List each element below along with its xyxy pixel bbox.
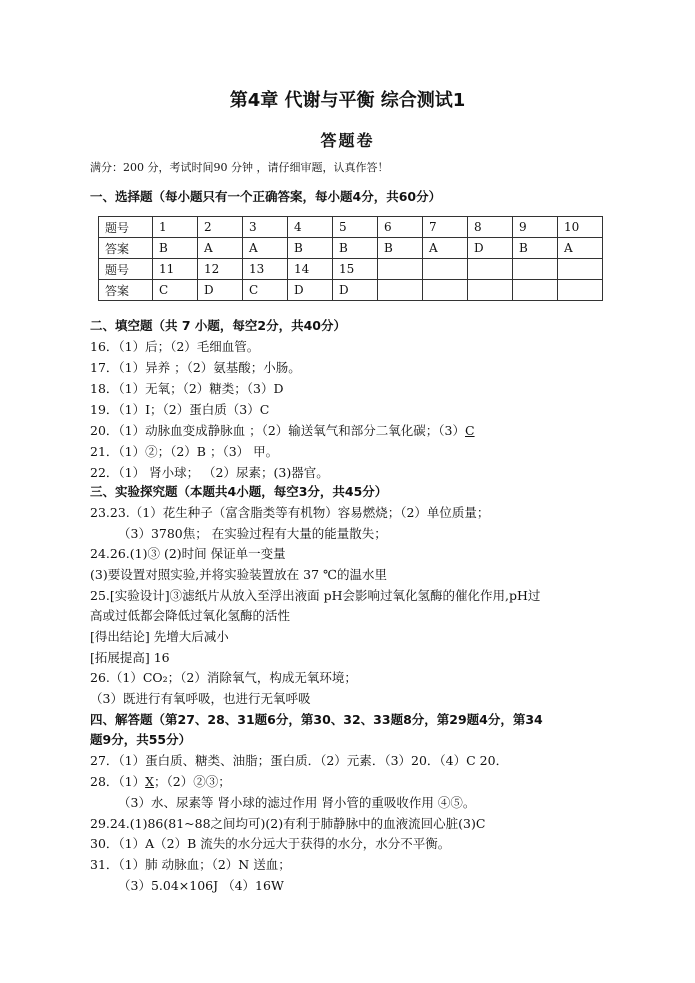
- table-cell: [423, 280, 468, 301]
- table-cell: 11: [153, 259, 198, 280]
- row-label: 题号: [99, 259, 153, 280]
- table-cell: D: [198, 280, 243, 301]
- table-cell: [513, 280, 558, 301]
- table-cell: 5: [333, 217, 378, 238]
- answer-line-31b: （3）5.04×106J （4）16W: [118, 878, 284, 893]
- table-cell: A: [558, 238, 603, 259]
- table-cell: [378, 259, 423, 280]
- page-title: 第4章 代谢与平衡 综合测试1: [229, 90, 466, 111]
- answer-line-16: 16．（1）后；（2）毛细血管。: [90, 339, 260, 354]
- answer-line-26a: 26.（1）CO₂；（2）消除氧气，构成无氧环境；: [90, 670, 357, 685]
- answer-20-text: 20．（1）动脉血变成静脉血 ；（2）输送氧气和部分二氧化碳；（3）: [90, 423, 465, 438]
- answer-line-19: 19．（1）Ⅰ；（2）蛋白质（3）C: [90, 402, 270, 417]
- table-cell: 12: [198, 259, 243, 280]
- section-choice-heading: 一、选择题（每小题只有一个正确答案，每小题4分，共60分）: [90, 189, 442, 204]
- table-cell: 14: [288, 259, 333, 280]
- row-label: 答案: [99, 238, 153, 259]
- answer-line-24a: 24.26.(1)③ (2)时间 保证单一变量: [90, 546, 286, 561]
- answer-line-22: 22．（1） 肾小球； （2）尿素；(3)器官。: [90, 465, 329, 480]
- answer-line-25c: [得出结论] 先增大后减小: [90, 629, 229, 644]
- table-cell: D: [333, 280, 378, 301]
- table-cell: 2: [198, 217, 243, 238]
- section-solve-heading-a: 四、解答题（第27、28、31题6分，第30、32、33题8分，第29题4分，第34: [90, 712, 543, 727]
- answer-line-23a: 23.23.（1）花生种子（富含脂类等有机物）容易燃烧；（2）单位质量；: [90, 505, 490, 520]
- answer-line-24b: (3)要设置对照实验,并将实验装置放在 37 ℃的温水里: [90, 567, 388, 582]
- table-cell: B: [333, 238, 378, 259]
- answer-line-29: 29.24.(1)86(81~88之间均可)(2)有利于肺静脉中的血液流回心脏(3)C: [90, 816, 486, 831]
- table-cell: D: [468, 238, 513, 259]
- table-cell: B: [153, 238, 198, 259]
- answer-line-23b: （3）3780焦； 在实验过程有大量的能量散失；: [118, 526, 387, 541]
- table-cell: 13: [243, 259, 288, 280]
- table-cell: A: [423, 238, 468, 259]
- answer-line-27: 27．（1）蛋白质、糖类、油脂；蛋白质．（2）元素．（3）20．（4）C 20．: [90, 753, 509, 768]
- table-cell: B: [513, 238, 558, 259]
- table-row: [99, 280, 603, 301]
- table-cell: [378, 280, 423, 301]
- table-cell: B: [288, 238, 333, 259]
- table-cell: [558, 280, 603, 301]
- table-cell: 9: [513, 217, 558, 238]
- answer-28-prefix: 28．（1）: [90, 774, 146, 789]
- answer-line-25b: 高或过低都会降低过氧化氢酶的活性: [90, 608, 291, 623]
- answer-line-18: 18．（1）无氧；（2）糖类；（3）D: [90, 381, 284, 396]
- table-cell: 7: [423, 217, 468, 238]
- table-cell: [423, 259, 468, 280]
- table-row: [99, 238, 603, 259]
- answer-line-28a: [90, 773, 231, 791]
- answer-line-26b: （3）既进行有氧呼吸，也进行无氧呼吸: [90, 691, 311, 706]
- section-solve-heading-b: 题9分，共55分）: [90, 732, 192, 747]
- table-cell: D: [288, 280, 333, 301]
- answer-line-30: 30．（1）A（2）B 流失的水分远大于获得的水分，水分不平衡。: [90, 836, 451, 851]
- table-cell: 1: [153, 217, 198, 238]
- section-experiment-heading: 三、实验探究题（本题共4小题，每空3分，共45分）: [90, 484, 388, 499]
- answer-28-underlined: X: [145, 774, 155, 789]
- table-cell: 15: [333, 259, 378, 280]
- row-label: 答案: [99, 280, 153, 301]
- answer-line-25a: 25.[实验设计]③滤纸片从放入至浮出液面 pH会影响过氧化氢酶的催化作用,pH过: [90, 588, 541, 603]
- section-fill-heading: 二、填空题（共 7 小题，每空2分，共40分）: [90, 318, 346, 333]
- table-cell: 8: [468, 217, 513, 238]
- table-row: [99, 259, 603, 280]
- table-cell: 6: [378, 217, 423, 238]
- row-label: 题号: [99, 217, 153, 238]
- table-cell: [468, 280, 513, 301]
- table-cell: 10: [558, 217, 603, 238]
- table-cell: [558, 259, 603, 280]
- answer-20-underlined: C: [465, 423, 475, 438]
- table-cell: [468, 259, 513, 280]
- page-subtitle: 答题卷: [320, 131, 375, 150]
- answer-28-suffix: ；（2）②③；: [154, 774, 231, 789]
- answer-line-20: [90, 422, 475, 440]
- table-cell: B: [378, 238, 423, 259]
- table-cell: C: [153, 280, 198, 301]
- table-cell: [513, 259, 558, 280]
- exam-note: 满分：200 分，考试时间90 分钟 ，请仔细审题，认真作答！: [90, 161, 389, 174]
- table-cell: A: [198, 238, 243, 259]
- answer-line-28b: （3）水、尿素等 肾小球的滤过作用 肾小管的重吸收作用 ④⑤。: [118, 795, 476, 810]
- answer-line-25d: [拓展提高] 16: [90, 650, 170, 665]
- table-cell: C: [243, 280, 288, 301]
- table-cell: 4: [288, 217, 333, 238]
- table-cell: A: [243, 238, 288, 259]
- answer-table: [98, 216, 603, 301]
- answer-line-21: 21．（1）②；（2）B ；（3） 甲。: [90, 444, 279, 459]
- answer-line-31a: 31．（1）肺 动脉血；（2）N 送血；: [90, 857, 291, 872]
- table-cell: 3: [243, 217, 288, 238]
- table-row: [99, 217, 603, 238]
- answer-line-17: 17．（1）异养 ；（2）氨基酸；小肠。: [90, 360, 301, 375]
